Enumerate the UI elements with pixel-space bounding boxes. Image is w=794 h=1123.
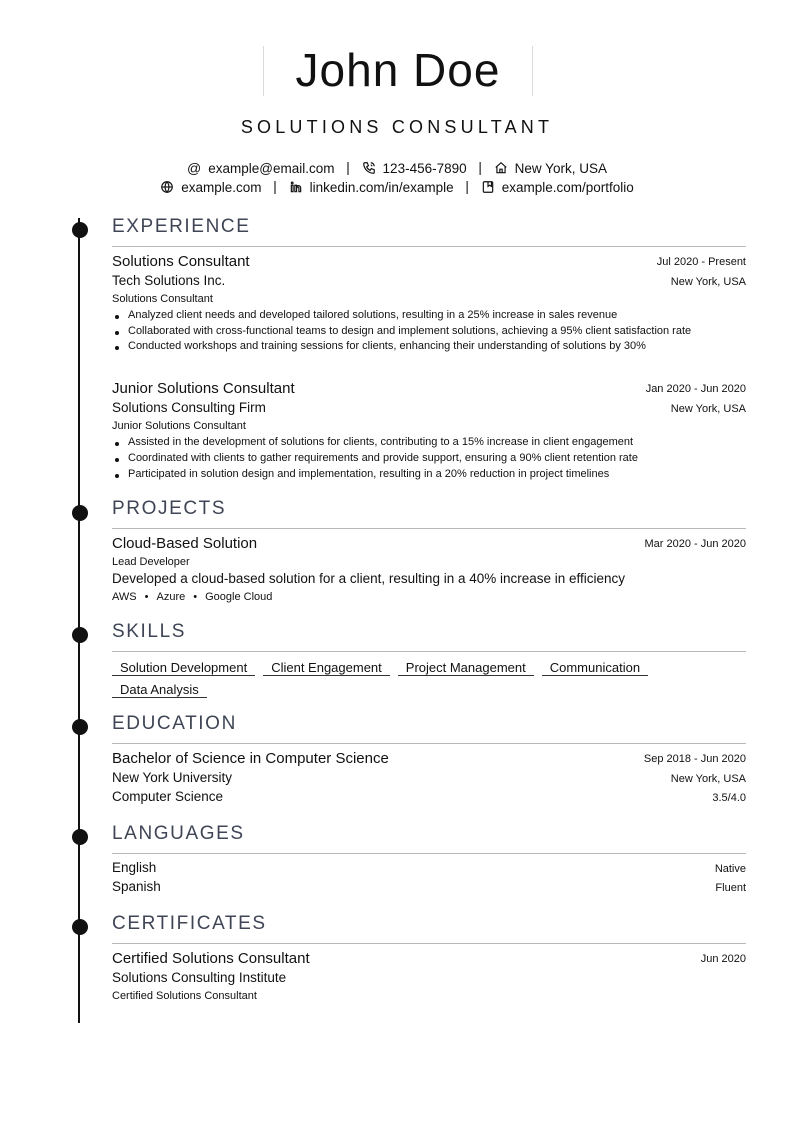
certificate-name: Certified Solutions Consultant: [112, 950, 310, 967]
linkedin-icon: [289, 180, 303, 194]
experience-location: New York, USA: [670, 276, 746, 288]
education-dates: Sep 2018 - Jun 2020: [643, 753, 746, 765]
candidate-name: John Doe: [295, 44, 501, 96]
skill-tag: Data Analysis: [112, 682, 207, 698]
education-school: New York University: [112, 770, 233, 785]
experience-company: Tech Solutions Inc.: [112, 273, 226, 288]
experience-location: New York, USA: [670, 403, 746, 415]
language-level: Fluent: [715, 882, 746, 894]
education-field: Computer Science: [112, 789, 224, 804]
skills-list: [112, 659, 752, 703]
project-name: Cloud-Based Solution: [112, 535, 258, 552]
list-item: Collaborated with cross-functional teams to design and implement solutions, achieving a 95% client satisfaction rate: [112, 325, 746, 338]
list-item: Conducted workshops and training sessions for clients, enhancing their understanding of solutions by 30%: [112, 340, 746, 353]
experience-subtitle: Solutions Consultant: [112, 293, 213, 305]
section-divider: [112, 853, 746, 854]
separator: |: [346, 160, 350, 175]
list-item: Assisted in the development of solutions for clients, contributing to a 15% increase in client engagement: [112, 436, 746, 449]
section-divider: [112, 943, 746, 944]
experience-dates: Jul 2020 - Present: [656, 256, 746, 268]
section-title-certificates: CERTIFICATES: [112, 913, 267, 934]
language-level: Native: [714, 863, 746, 875]
tag-separator: •: [193, 591, 198, 603]
list-item: Participated in solution design and implementation, resulting in a 20% reduction in project timelines: [112, 468, 746, 481]
globe-icon: [160, 180, 174, 194]
education-degree: Bachelor of Science in Computer Science: [112, 750, 389, 767]
experience-subtitle: Junior Solutions Consultant: [112, 420, 246, 432]
phone-icon: [362, 161, 376, 175]
section-title-languages: LANGUAGES: [112, 823, 245, 844]
skill-tag: Solution Development: [112, 660, 255, 676]
contact-linkedin[interactable]: linkedin.com/in/example: [289, 180, 454, 195]
project-tag: Google Cloud: [205, 591, 273, 603]
project-tag: AWS: [112, 591, 137, 603]
certificate-issuer: Solutions Consulting Institute: [112, 970, 287, 985]
contact-row-2: [0, 179, 794, 195]
home-icon: [494, 161, 508, 175]
section-divider: [112, 528, 746, 529]
separator: |: [273, 179, 277, 194]
separator: |: [478, 160, 482, 175]
education-location: New York, USA: [670, 773, 746, 785]
experience-role: Junior Solutions Consultant: [112, 380, 295, 397]
certificate-date: Jun 2020: [700, 953, 746, 965]
tag-separator: •: [144, 591, 149, 603]
project-description: Developed a cloud-based solution for a client, resulting in a 40% increase in efficiency: [112, 571, 626, 586]
experience-bullets: [112, 309, 746, 353]
experience-role: Solutions Consultant: [112, 253, 250, 270]
list-item: Analyzed client needs and developed tailored solutions, resulting in a 25% increase in sales revenue: [112, 309, 746, 322]
project-tag: Azure: [156, 591, 186, 603]
contact-website[interactable]: example.com: [160, 180, 261, 195]
experience-bullets: [112, 436, 746, 481]
experience-company: Solutions Consulting Firm: [112, 400, 266, 415]
at-icon: @: [187, 160, 202, 177]
project-role: Lead Developer: [112, 556, 190, 568]
timeline-dot-skills: [72, 627, 88, 643]
contact-portfolio[interactable]: example.com/portfolio: [481, 180, 634, 195]
project-dates: Mar 2020 - Jun 2020: [644, 538, 746, 550]
skill-tag: Communication: [542, 660, 648, 676]
name-block: [263, 46, 533, 96]
language-name: English: [112, 860, 157, 875]
candidate-title: SOLUTIONS CONSULTANT: [240, 117, 554, 137]
list-item: Coordinated with clients to gather requirements and provide support, ensuring a 90% client retention rate: [112, 452, 746, 465]
section-title-education: EDUCATION: [112, 713, 237, 734]
contact-email[interactable]: @ example@email.com: [187, 160, 335, 177]
contact-row-1: [0, 160, 794, 176]
timeline-line: [78, 218, 80, 1023]
education-gpa: 3.5/4.0: [712, 792, 746, 804]
language-name: Spanish: [112, 879, 161, 894]
portfolio-icon: [481, 180, 495, 194]
section-title-experience: EXPERIENCE: [112, 216, 251, 237]
timeline-dot-projects: [72, 505, 88, 521]
certificate-subtitle: Certified Solutions Consultant: [112, 990, 257, 1002]
timeline-dot-certificates: [72, 919, 88, 935]
section-title-projects: PROJECTS: [112, 498, 227, 519]
section-divider: [112, 651, 746, 652]
section-divider: [112, 743, 746, 744]
experience-dates: Jan 2020 - Jun 2020: [645, 383, 746, 395]
separator: |: [465, 179, 469, 194]
section-title-skills: SKILLS: [112, 621, 187, 642]
section-divider: [112, 246, 746, 247]
project-tags: [112, 591, 272, 603]
timeline-dot-education: [72, 719, 88, 735]
skill-tag: Client Engagement: [263, 660, 390, 676]
timeline-dot-languages: [72, 829, 88, 845]
contact-phone[interactable]: 123-456-7890: [362, 161, 467, 176]
timeline-dot-experience: [72, 222, 88, 238]
skill-tag: Project Management: [398, 660, 534, 676]
contact-location: New York, USA: [494, 161, 607, 176]
